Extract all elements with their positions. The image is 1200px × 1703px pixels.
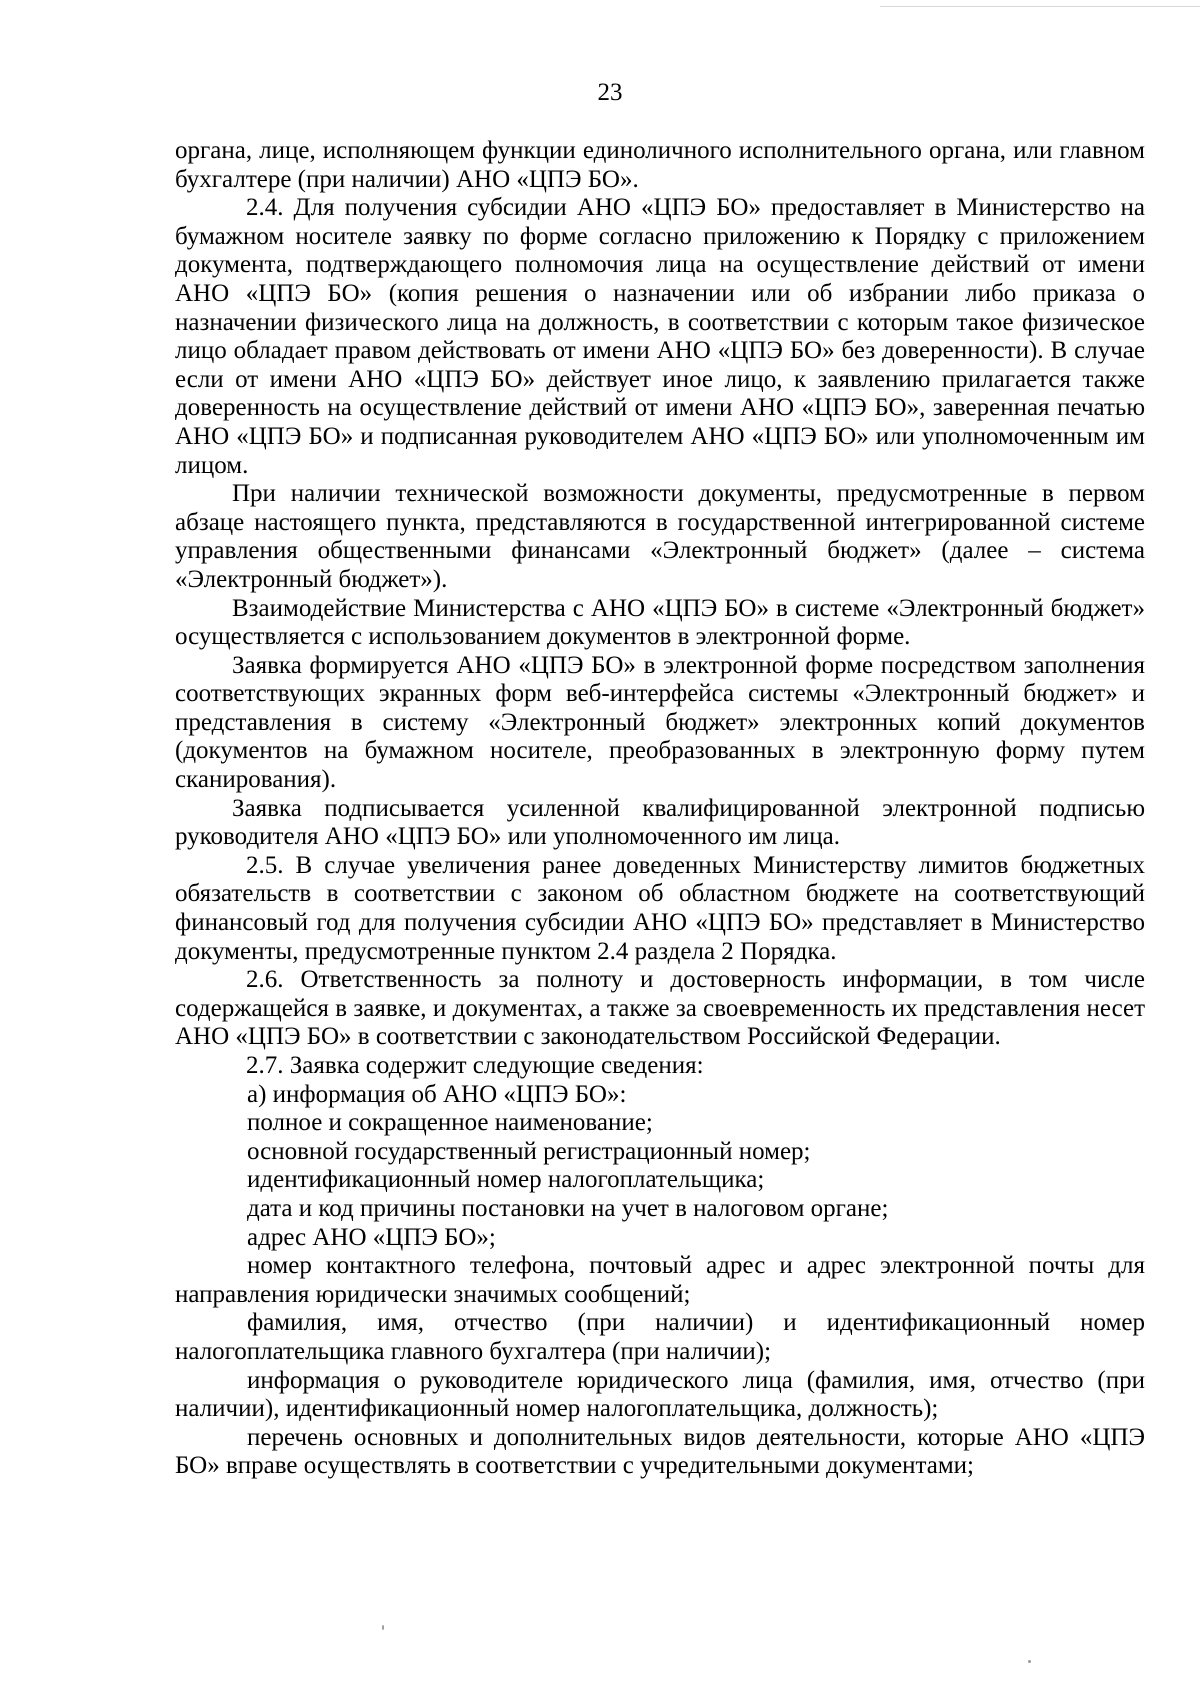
paragraph-application-forming: Заявка формируется АНО «ЦПЭ БО» в электронной форме посредством заполнения соответствующих экранных форм веб-интерфейса системы «Электронный бюджет» и представления в систему «Электронный бюджет» электронных копий документов (документов на бумажном носителе, преобразованных в электронную форму путем сканирования). (175, 651, 1145, 794)
paragraph-electronic-submission: При наличии технической возможности документы, предусмотренные в первом абзаце настоящего пункта, представляются в государственной интегрированной системе управления общественными финансами «Электронный бюджет» (далее – система «Электронный бюджет»). (175, 480, 1145, 593)
list-item: идентификационный номер налогоплательщика; (247, 1166, 765, 1194)
paragraph-2-5: 2.5. В случае увеличения ранее доведенных Министерству лимитов бюджетных обязательств в соответствии с законом об областном бюджете на соответствующий финансовый год для получения субсидии АНО «ЦПЭ БО» представляет в Министерство документы, предусмотренные пунктом 2.4 раздела 2 Порядка. (175, 851, 1145, 965)
scan-edge-line (880, 6, 1200, 7)
list-item: перечень основных и дополнительных видов деятельности, которые АНО «ЦПЭ БО» вправе осуществлять в соответствии с учредительными документами; (175, 1423, 1145, 1480)
list-item: адрес АНО «ЦПЭ БО»; (247, 1223, 496, 1251)
list-item: фамилия, имя, отчество (при наличии) и идентификационный номер налогоплательщика главного бухгалтера (при наличии); (175, 1309, 1145, 1365)
paragraph-2-4: 2.4. Для получения субсидии АНО «ЦПЭ БО» предоставляет в Министерство на бумажном носителе заявку по форме согласно приложению к Порядку с приложением документа, подтверждающего полномочия лица на осуществление действий от имени АНО «ЦПЭ БО» (копия решения о назначении или об избрании либо приказа о назначении физического лица на должность, в соответствии с которым такое физическое лицо обладает правом действовать от имени АНО «ЦПЭ БО» без доверенности). В случае если от имени АНО «ЦПЭ БО» действует иное лицо, к заявлению прилагается также доверенность на осуществление действий от имени АНО «ЦПЭ БО», заверенная печатью АНО «ЦПЭ БО» и подписанная руководителем АНО «ЦПЭ БО» или уполномоченным им лицом. (175, 194, 1145, 479)
list-heading-a: а) информация об АНО «ЦПЭ БО»: (247, 1080, 627, 1108)
paragraph-application-signing: Заявка подписывается усиленной квалифицированной электронной подписью руководителя АНО «ЦПЭ БО» или уполномоченного им лица. (175, 794, 1145, 851)
paragraph-2-6: 2.6. Ответственность за полноту и достоверность информации, в том числе содержащейся в заявке, и документах, а также за своевременность их представления несет АНО «ЦПЭ БО» в соответствии с законодательством Российской Федерации. (175, 966, 1145, 1051)
scan-speck (1028, 1660, 1031, 1663)
list-item: номер контактного телефона, почтовый адрес и адрес электронной почты для направления юридически значимых сообщений; (175, 1252, 1145, 1308)
paragraph-interaction: Взаимодействие Министерства с АНО «ЦПЭ БО» в системе «Электронный бюджет» осуществляется с использованием документов в электронной форме. (175, 594, 1145, 651)
list-item: дата и код причины постановки на учет в налоговом органе; (247, 1194, 889, 1222)
paragraph-continuation: органа, лице, исполняющем функции единоличного исполнительного органа, или главном бухгалтере (при наличии) АНО «ЦПЭ БО». (175, 137, 1145, 193)
page-number: 23 (597, 79, 623, 106)
scan-speck (382, 1625, 384, 1630)
document-body (175, 137, 1145, 1481)
list-item: полное и сокращенное наименование; (247, 1109, 653, 1137)
list-item: основной государственный регистрационный номер; (247, 1137, 811, 1165)
list-item: информация о руководителе юридического лица (фамилия, имя, отчество (при наличии), идентификационный номер налогоплательщика, должность); (175, 1366, 1145, 1423)
paragraph-2-7: 2.7. Заявка содержит следующие сведения: (246, 1052, 704, 1079)
